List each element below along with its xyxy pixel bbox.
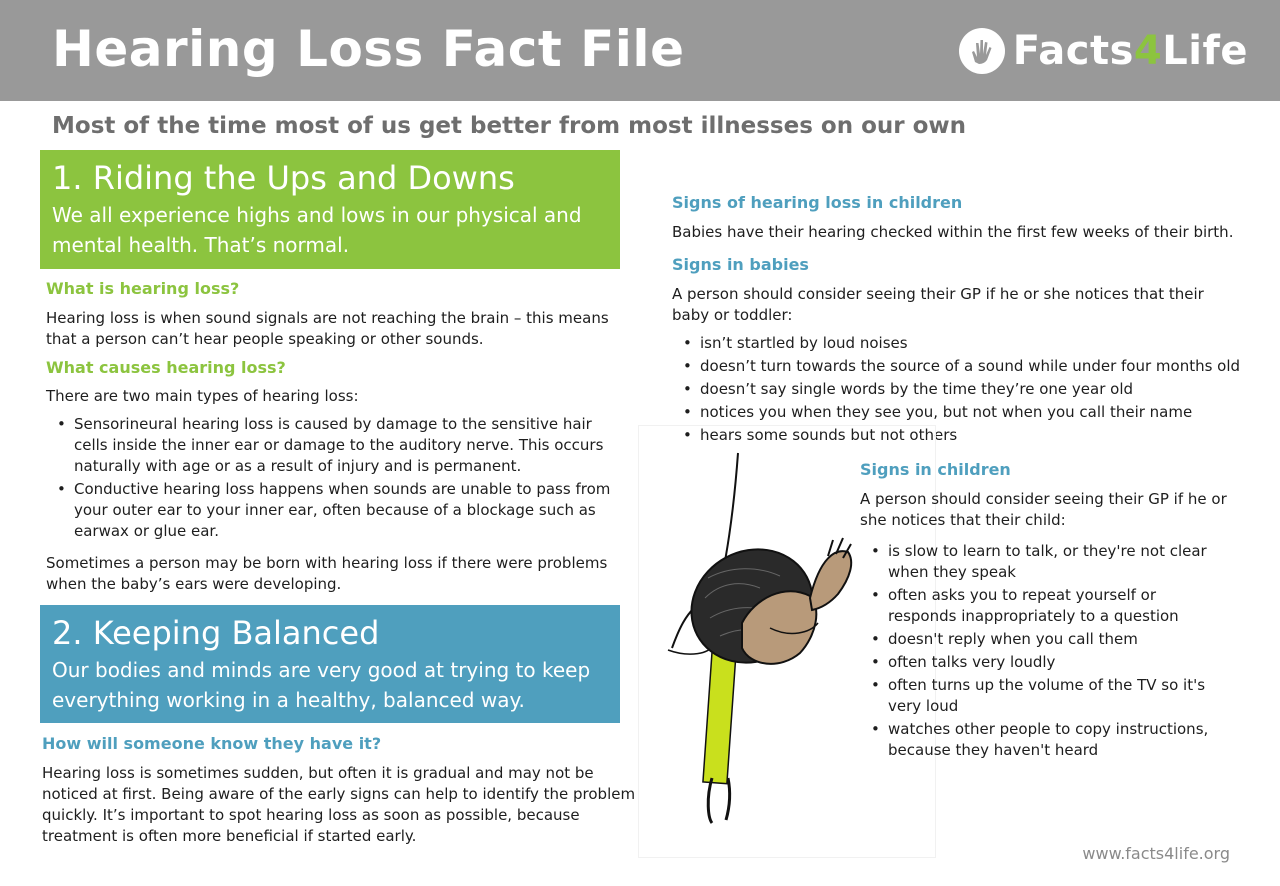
hand-icon <box>959 28 1005 74</box>
list-item: • often turns up the volume of the TV so it's very loud <box>862 675 1217 717</box>
list-item: • often talks very loudly <box>862 652 1217 673</box>
section2-banner <box>40 605 620 723</box>
signs-babies-heading: Signs in babies <box>672 255 809 274</box>
list-item: • isn’t startled by loud noises <box>674 333 1264 354</box>
list-item: • Conductive hearing loss happens when sounds are unable to pass from your outer ear to your inner ear, often because of a blockage such as earwax or glue ear. <box>48 479 612 542</box>
list-item: • notices you when they see you, but not when you call their name <box>674 402 1264 423</box>
section1-heading: 1. Riding the Ups and Downs <box>52 159 515 197</box>
section1-tagline: We all experience highs and lows in our physical and mental health. That’s normal. <box>52 203 582 257</box>
page-title: Hearing Loss Fact File <box>52 20 685 78</box>
signs-in-children-list <box>862 541 1217 763</box>
causes-intro: There are two main types of hearing loss: <box>46 387 359 405</box>
section2-heading: 2. Keeping Balanced <box>52 614 380 652</box>
know-text: Hearing loss is sometimes sudden, but often it is gradual and may not be noticed at first. Being aware of the early signs can help to identify the problem quickly. It’s important to spot hearing loss as soon as possible, because treatment is often more beneficial if started early. <box>42 764 636 845</box>
child-covering-ear-illustration <box>650 448 860 833</box>
header-bar <box>0 0 1280 101</box>
causes-heading: What causes hearing loss? <box>46 358 286 377</box>
list-item: • doesn’t say single words by the time they’re one year old <box>674 379 1264 400</box>
signs-babies-intro: A person should consider seeing their GP if he or she notices that their baby or toddler: <box>672 285 1204 324</box>
list-item: • often asks you to repeat yourself or responds inappropriately to a question <box>862 585 1217 627</box>
what-is-text: Hearing loss is when sound signals are not reaching the brain – this means that a person can’t hear people speaking or other sounds. <box>46 309 609 348</box>
signs-in-children-heading: Signs in children <box>860 460 1011 479</box>
signs-children-intro-text: Babies have their hearing checked within the first few weeks of their birth. <box>672 223 1234 241</box>
list-item: • doesn't reply when you call them <box>862 629 1217 650</box>
what-is-heading: What is hearing loss? <box>46 279 240 298</box>
list-item: • hears some sounds but not others <box>674 425 1264 446</box>
footer-website-link[interactable]: www.facts4life.org <box>1082 844 1230 863</box>
brand-name: Facts4Life <box>1012 28 1248 74</box>
list-item: • watches other people to copy instructions, because they haven't heard <box>862 719 1217 761</box>
causes-outro: Sometimes a person may be born with hearing loss if there were problems when the baby’s ears were developing. <box>46 554 608 593</box>
signs-children-intro-heading: Signs of hearing loss in children <box>672 193 963 212</box>
brand-logo[interactable] <box>959 27 1248 75</box>
signs-in-children-intro: A person should consider seeing their GP if he or she notices that their child: <box>860 490 1227 529</box>
section2-tagline: Our bodies and minds are very good at trying to keep everything working in a healthy, balanced way. <box>52 658 591 712</box>
section1-banner <box>40 150 620 269</box>
page-subtitle: Most of the time most of us get better from most illnesses on our own <box>52 113 967 139</box>
list-item: • is slow to learn to talk, or they're not clear when they speak <box>862 541 1217 583</box>
causes-list <box>48 414 612 544</box>
know-heading: How will someone know they have it? <box>42 734 382 753</box>
list-item: • Sensorineural hearing loss is caused by damage to the sensitive hair cells inside the inner ear or damage to the auditory nerve. This occurs naturally with age or as a result of injury and is permanent. <box>48 414 612 477</box>
list-item: • doesn’t turn towards the source of a sound while under four months old <box>674 356 1264 377</box>
